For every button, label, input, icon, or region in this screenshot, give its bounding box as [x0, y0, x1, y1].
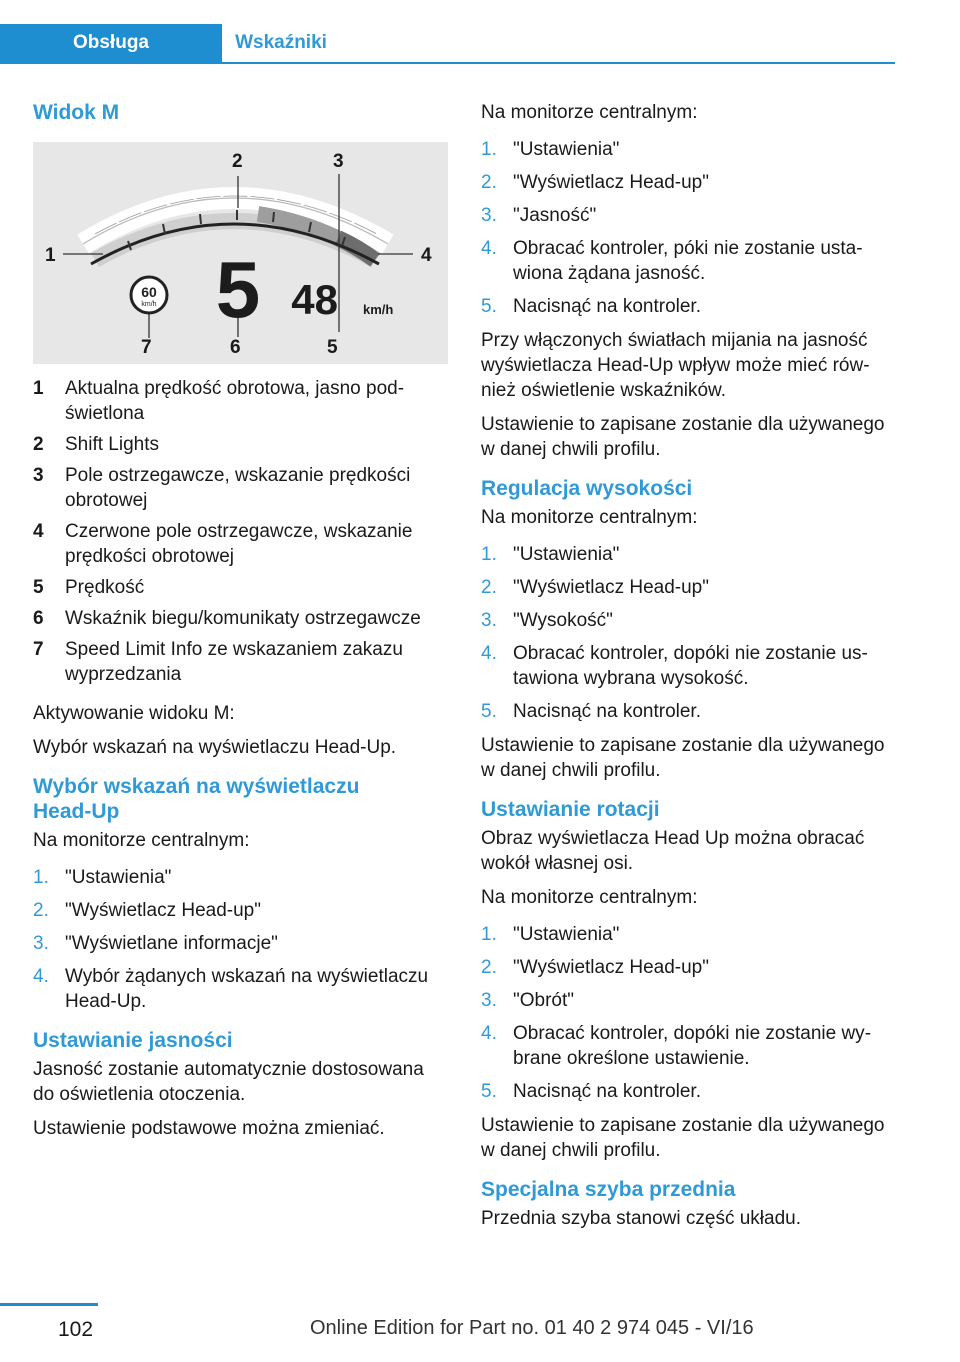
footer-rule: [0, 1303, 98, 1306]
paragraph-select: Wybór wskazań na wyświetlaczu Head-Up.: [33, 737, 397, 758]
legend-item: 4 Czerwone pole ostrzegawcze, wskazanie prędkości obrotowej: [33, 521, 413, 567]
legend-item: 3 Pole ostrzegawcze, wskazanie prędkości obrotowej: [33, 465, 411, 511]
paragraph-central-monitor: Na monitorze centralnym:: [481, 102, 698, 123]
list-item: 4. Obracać kontroler, dopóki nie zostanie wybrane określone ustawienie.: [481, 1023, 872, 1069]
callout-2: 2: [232, 151, 243, 172]
heading-widok-m: Widok M: [33, 101, 120, 124]
left-column: [33, 100, 448, 1150]
paragraph-central-monitor: Na monitorze centralnym:: [481, 507, 698, 528]
paragraph-saved: Ustawienie to zapisane zostanie dla używanego w danej chwili profilu.: [481, 1115, 885, 1161]
steps-rotation: [481, 922, 895, 1104]
limit-sign-value: 60: [141, 284, 157, 300]
legend-item: 7 Speed Limit Info ze wskazaniem zakazu wyprzedzania: [33, 639, 403, 685]
paragraph-low-beam: Przy włączonych światłach mijania na jasność wyświetlacza Head-Up wpływ może mieć również oświetlenie wskaźników.: [481, 330, 870, 401]
paragraph-saved: Ustawienie to zapisane zostanie dla używanego w danej chwili profilu.: [481, 735, 885, 781]
list-item: 2. "Wyświetlacz Head-up": [481, 172, 709, 193]
list-item: 1. "Ustawienia": [481, 139, 620, 160]
heading-brightness: Ustawianie jasności: [33, 1029, 233, 1052]
speed-unit: km/h: [363, 302, 394, 317]
header-tabs: [0, 24, 895, 64]
paragraph-windshield: Przednia szyba stanowi część układu.: [481, 1208, 801, 1229]
steps-brightness: [481, 137, 895, 319]
paragraph-brightness-basic: Ustawienie podstawowe można zmieniać.: [33, 1118, 385, 1139]
callout-3: 3: [333, 151, 344, 172]
heading-rotation: Ustawianie rotacji: [481, 798, 660, 821]
legend-item: 2 Shift Lights: [33, 434, 159, 455]
list-item: 4. Obracać kontroler, póki nie zostanie ustawiona żądana jasność.: [481, 238, 863, 284]
list-item: 5. Nacisnąć na kontroler.: [481, 1081, 701, 1102]
list-item: 1. "Ustawienia": [33, 867, 172, 888]
list-item: 5. Nacisnąć na kontroler.: [481, 296, 701, 317]
heading-windshield: Specjalna szyba przednia: [481, 1178, 736, 1201]
list-item: 3. "Wyświetlane informacje": [33, 933, 278, 954]
page-number: 102: [58, 1318, 94, 1341]
paragraph-brightness-auto: Jasność zostanie automatycznie dostosowana do oświetlenia otoczenia.: [33, 1059, 424, 1105]
heading-select-indicators: Wybór wskazań na wyświetlaczu Head-Up: [33, 775, 360, 823]
list-item: 1. "Ustawienia": [481, 544, 620, 565]
paragraph-central-monitor: Na monitorze centralnym:: [33, 830, 250, 851]
list-item: 2. "Wyświetlacz Head-up": [33, 900, 261, 921]
steps-select: [33, 865, 448, 1014]
heading-height: Regulacja wysokości: [481, 477, 693, 500]
list-item: 4. Obracać kontroler, dopóki nie zostanie ustawiona wybrana wysokość.: [481, 643, 868, 689]
list-item: 1. "Ustawienia": [481, 924, 620, 945]
callout-7: 7: [141, 337, 152, 358]
list-item: 3. "Jasność": [481, 205, 597, 226]
paragraph-activate: Aktywowanie widoku M:: [33, 703, 235, 724]
callout-6: 6: [230, 337, 241, 358]
list-item: 3. "Obrót": [481, 990, 575, 1011]
legend-item: 1 Aktualna prędkość obrotowa, jasno podświetlona: [33, 378, 405, 424]
list-item: 5. Nacisnąć na kontroler.: [481, 701, 701, 722]
legend-item: 5 Prędkość: [33, 577, 145, 598]
hud-m-view-figure: [33, 142, 448, 364]
steps-height: [481, 542, 895, 724]
list-item: 4. Wybór żądanych wskazań na wyświetlaczu Head-Up.: [33, 966, 429, 1012]
tab-obsluga[interactable]: Obsługa: [0, 24, 222, 62]
tab-wskazniki[interactable]: Wskaźniki: [235, 32, 327, 53]
speed-value: 48: [291, 276, 338, 323]
edition-footer: Online Edition for Part no. 01 40 2 974 045 - VI/16: [310, 1317, 754, 1339]
gear-indicator: 5: [215, 245, 261, 334]
paragraph-rotation: Obraz wyświetlacza Head Up można obracać wokół własnej osi.: [481, 828, 865, 874]
legend-item: 6 Wskaźnik biegu/komunikaty ostrzegawcze: [33, 608, 421, 629]
list-item: 3. "Wysokość": [481, 610, 613, 631]
callout-4: 4: [421, 245, 432, 266]
paragraph-central-monitor: Na monitorze centralnym:: [481, 887, 698, 908]
list-item: 2. "Wyświetlacz Head-up": [481, 957, 709, 978]
limit-sign-unit: km/h: [141, 301, 157, 308]
list-item: 2. "Wyświetlacz Head-up": [481, 577, 709, 598]
callout-5: 5: [327, 337, 338, 358]
callout-1: 1: [45, 245, 56, 266]
figure-legend: [33, 376, 448, 687]
paragraph-saved: Ustawienie to zapisane zostanie dla używanego w danej chwili profilu.: [481, 414, 885, 460]
right-column: [481, 100, 895, 1240]
